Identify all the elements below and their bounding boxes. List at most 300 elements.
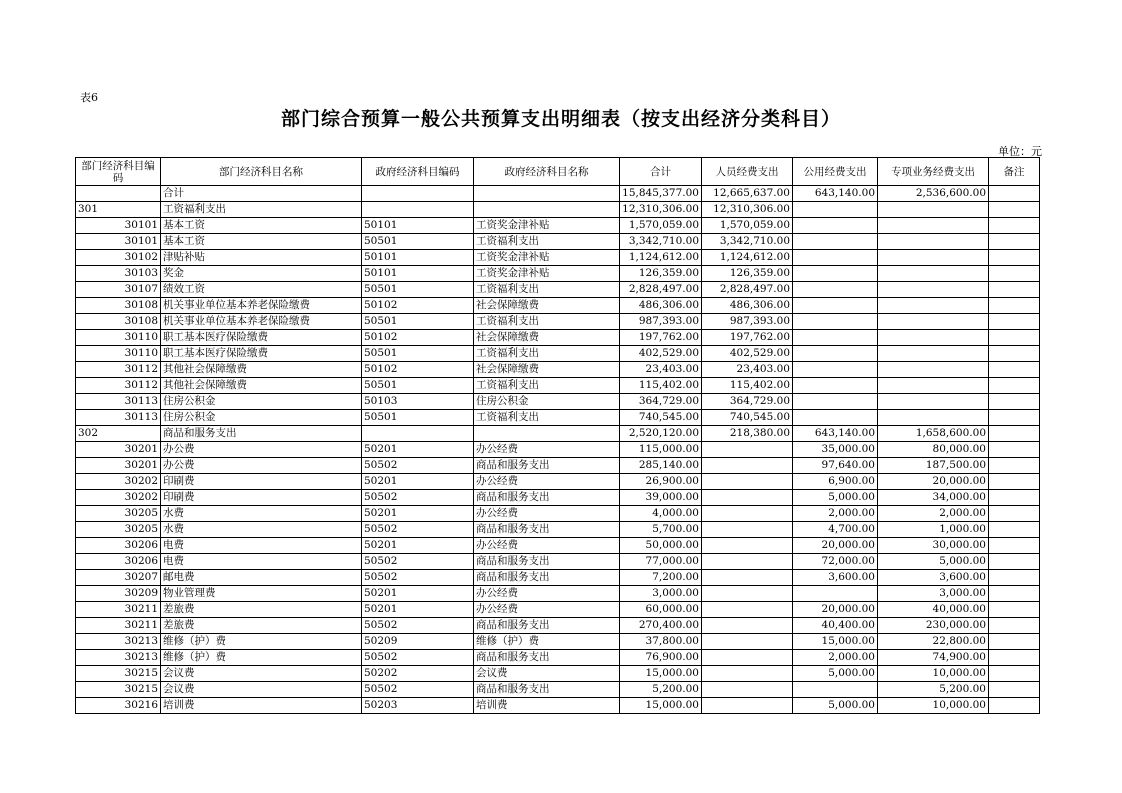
cell-dept-name: 办公费	[161, 442, 362, 458]
cell-special	[878, 282, 989, 298]
cell-dept-name: 机关事业单位基本养老保险缴费	[161, 314, 362, 330]
table-row	[76, 362, 1040, 378]
cell-gov-name: 会议费	[474, 666, 620, 682]
cell-dept-name: 电费	[161, 554, 362, 570]
cell-gov-code: 50502	[362, 682, 474, 698]
cell-total: 50,000.00	[620, 538, 702, 554]
table-row	[76, 394, 1040, 410]
cell-personnel	[702, 634, 793, 650]
cell-gov-name: 商品和服务支出	[474, 650, 620, 666]
cell-total: 3,000.00	[620, 586, 702, 602]
header-gov-code: 政府经济科目编码	[362, 158, 474, 186]
cell-total: 740,545.00	[620, 410, 702, 426]
cell-dept-name: 维修（护）费	[161, 650, 362, 666]
table-row	[76, 538, 1040, 554]
cell-gov-code: 50201	[362, 538, 474, 554]
cell-public	[793, 362, 878, 378]
cell-personnel: 740,545.00	[702, 410, 793, 426]
cell-dept-name: 奖金	[161, 266, 362, 282]
cell-total: 1,570,059.00	[620, 218, 702, 234]
cell-total: 2,520,120.00	[620, 426, 702, 442]
unit-label: 单位：元	[998, 145, 1042, 158]
cell-total: 115,000.00	[620, 442, 702, 458]
cell-gov-name: 商品和服务支出	[474, 554, 620, 570]
cell-note	[989, 442, 1040, 458]
cell-gov-code: 50501	[362, 282, 474, 298]
cell-personnel	[702, 490, 793, 506]
cell-dept-code: 30205	[76, 522, 161, 538]
table-row	[76, 522, 1040, 538]
cell-dept-code: 30102	[76, 250, 161, 266]
cell-gov-name	[474, 426, 620, 442]
cell-gov-code: 50101	[362, 250, 474, 266]
cell-dept-code: 30215	[76, 682, 161, 698]
cell-personnel: 12,665,637.00	[702, 186, 793, 202]
cell-special	[878, 202, 989, 218]
cell-gov-code: 50209	[362, 634, 474, 650]
cell-public: 15,000.00	[793, 634, 878, 650]
cell-note	[989, 634, 1040, 650]
cell-special	[878, 234, 989, 250]
cell-total: 37,800.00	[620, 634, 702, 650]
cell-public: 20,000.00	[793, 538, 878, 554]
cell-gov-name: 工资福利支出	[474, 346, 620, 362]
cell-dept-name: 工资福利支出	[161, 202, 362, 218]
cell-personnel	[702, 474, 793, 490]
cell-dept-name: 印刷费	[161, 490, 362, 506]
cell-gov-name: 社会保障缴费	[474, 362, 620, 378]
header-special: 专项业务经费支出	[878, 158, 989, 186]
cell-note	[989, 698, 1040, 714]
cell-gov-name: 商品和服务支出	[474, 458, 620, 474]
cell-gov-name: 办公经费	[474, 506, 620, 522]
cell-gov-code: 50501	[362, 378, 474, 394]
cell-special	[878, 394, 989, 410]
cell-special	[878, 330, 989, 346]
cell-gov-code: 50502	[362, 554, 474, 570]
cell-dept-code: 30202	[76, 474, 161, 490]
cell-gov-code: 50502	[362, 650, 474, 666]
cell-gov-name: 维修（护）费	[474, 634, 620, 650]
cell-note	[989, 426, 1040, 442]
table-row	[76, 634, 1040, 650]
cell-note	[989, 666, 1040, 682]
cell-special: 22,800.00	[878, 634, 989, 650]
cell-personnel	[702, 506, 793, 522]
header-public: 公用经费支出	[793, 158, 878, 186]
cell-gov-code: 50501	[362, 346, 474, 362]
cell-dept-code: 30112	[76, 378, 161, 394]
cell-public: 5,000.00	[793, 666, 878, 682]
cell-dept-code: 30108	[76, 314, 161, 330]
cell-public	[793, 346, 878, 362]
page-title: 部门综合预算一般公共预算支出明细表（按支出经济分类科目）	[280, 108, 841, 130]
cell-special	[878, 266, 989, 282]
cell-dept-code: 30211	[76, 602, 161, 618]
cell-dept-name: 水费	[161, 522, 362, 538]
cell-total: 76,900.00	[620, 650, 702, 666]
cell-dept-code: 30213	[76, 634, 161, 650]
cell-special: 10,000.00	[878, 666, 989, 682]
cell-gov-code: 50502	[362, 458, 474, 474]
cell-gov-name: 办公经费	[474, 602, 620, 618]
cell-dept-code: 30107	[76, 282, 161, 298]
cell-gov-name: 工资福利支出	[474, 234, 620, 250]
cell-special	[878, 362, 989, 378]
cell-personnel: 364,729.00	[702, 394, 793, 410]
cell-total: 15,000.00	[620, 698, 702, 714]
cell-dept-code	[76, 186, 161, 202]
cell-dept-code: 30201	[76, 442, 161, 458]
cell-personnel	[702, 650, 793, 666]
cell-public	[793, 410, 878, 426]
cell-dept-code: 30207	[76, 570, 161, 586]
table-row	[76, 682, 1040, 698]
table-row	[76, 570, 1040, 586]
cell-gov-name: 商品和服务支出	[474, 682, 620, 698]
table-row	[76, 666, 1040, 682]
table-row	[76, 650, 1040, 666]
cell-gov-name: 商品和服务支出	[474, 618, 620, 634]
cell-gov-code: 50502	[362, 618, 474, 634]
cell-total: 115,402.00	[620, 378, 702, 394]
cell-public: 6,900.00	[793, 474, 878, 490]
cell-personnel: 987,393.00	[702, 314, 793, 330]
cell-dept-code: 30215	[76, 666, 161, 682]
cell-special	[878, 218, 989, 234]
cell-dept-name: 维修（护）费	[161, 634, 362, 650]
cell-dept-code: 30216	[76, 698, 161, 714]
cell-personnel: 402,529.00	[702, 346, 793, 362]
cell-gov-name: 工资奖金津补贴	[474, 218, 620, 234]
cell-gov-code	[362, 202, 474, 218]
cell-gov-name: 办公经费	[474, 538, 620, 554]
cell-public: 5,000.00	[793, 698, 878, 714]
table-row	[76, 618, 1040, 634]
cell-special	[878, 298, 989, 314]
cell-gov-code: 50103	[362, 394, 474, 410]
cell-gov-code: 50201	[362, 506, 474, 522]
cell-gov-name: 住房公积金	[474, 394, 620, 410]
cell-dept-name: 物业管理费	[161, 586, 362, 602]
cell-dept-code: 30110	[76, 330, 161, 346]
cell-personnel: 486,306.00	[702, 298, 793, 314]
cell-special: 187,500.00	[878, 458, 989, 474]
cell-personnel	[702, 554, 793, 570]
cell-public	[793, 682, 878, 698]
cell-gov-code: 50202	[362, 666, 474, 682]
cell-dept-code: 30211	[76, 618, 161, 634]
cell-gov-code: 50203	[362, 698, 474, 714]
cell-dept-name: 电费	[161, 538, 362, 554]
cell-special: 1,000.00	[878, 522, 989, 538]
cell-dept-name: 职工基本医疗保险缴费	[161, 346, 362, 362]
cell-special	[878, 314, 989, 330]
cell-gov-name	[474, 202, 620, 218]
cell-gov-code: 50101	[362, 266, 474, 282]
cell-public	[793, 282, 878, 298]
cell-gov-name: 办公经费	[474, 586, 620, 602]
cell-dept-name: 商品和服务支出	[161, 426, 362, 442]
table-row	[76, 266, 1040, 282]
cell-note	[989, 250, 1040, 266]
cell-total: 3,342,710.00	[620, 234, 702, 250]
cell-total: 60,000.00	[620, 602, 702, 618]
cell-dept-code: 301	[76, 202, 161, 218]
cell-note	[989, 394, 1040, 410]
table-row	[76, 314, 1040, 330]
cell-total: 197,762.00	[620, 330, 702, 346]
cell-personnel	[702, 458, 793, 474]
cell-dept-code: 30101	[76, 234, 161, 250]
cell-public: 643,140.00	[793, 426, 878, 442]
cell-gov-code: 50201	[362, 602, 474, 618]
cell-gov-code: 50201	[362, 586, 474, 602]
cell-personnel	[702, 442, 793, 458]
table-row	[76, 474, 1040, 490]
cell-dept-name: 办公费	[161, 458, 362, 474]
cell-total: 7,200.00	[620, 570, 702, 586]
cell-total: 2,828,497.00	[620, 282, 702, 298]
cell-dept-name: 机关事业单位基本养老保险缴费	[161, 298, 362, 314]
cell-special	[878, 410, 989, 426]
cell-gov-code: 50201	[362, 442, 474, 458]
cell-total: 364,729.00	[620, 394, 702, 410]
cell-gov-name: 工资奖金津补贴	[474, 250, 620, 266]
cell-note	[989, 202, 1040, 218]
cell-dept-code: 30110	[76, 346, 161, 362]
cell-dept-code: 30112	[76, 362, 161, 378]
table-row	[76, 202, 1040, 218]
cell-special	[878, 250, 989, 266]
cell-gov-code: 50102	[362, 330, 474, 346]
cell-public	[793, 218, 878, 234]
cell-gov-name: 工资福利支出	[474, 410, 620, 426]
header-note: 备注	[989, 158, 1040, 186]
cell-dept-name: 差旅费	[161, 618, 362, 634]
cell-note	[989, 314, 1040, 330]
cell-special	[878, 378, 989, 394]
table-row	[76, 602, 1040, 618]
table-row	[76, 554, 1040, 570]
cell-public	[793, 378, 878, 394]
cell-gov-code: 50502	[362, 570, 474, 586]
cell-note	[989, 586, 1040, 602]
cell-gov-name: 工资福利支出	[474, 314, 620, 330]
cell-public: 5,000.00	[793, 490, 878, 506]
cell-dept-name: 水费	[161, 506, 362, 522]
cell-special: 80,000.00	[878, 442, 989, 458]
cell-special: 40,000.00	[878, 602, 989, 618]
table-row	[76, 234, 1040, 250]
cell-public: 97,640.00	[793, 458, 878, 474]
cell-note	[989, 506, 1040, 522]
cell-note	[989, 538, 1040, 554]
table-row	[76, 442, 1040, 458]
cell-public: 20,000.00	[793, 602, 878, 618]
cell-gov-name: 商品和服务支出	[474, 522, 620, 538]
table-row	[76, 298, 1040, 314]
cell-total: 1,124,612.00	[620, 250, 702, 266]
cell-gov-code: 50502	[362, 522, 474, 538]
header-gov-name: 政府经济科目名称	[474, 158, 620, 186]
cell-special: 34,000.00	[878, 490, 989, 506]
cell-dept-code: 30213	[76, 650, 161, 666]
cell-dept-name: 住房公积金	[161, 410, 362, 426]
cell-public	[793, 394, 878, 410]
cell-public: 4,700.00	[793, 522, 878, 538]
cell-total: 23,403.00	[620, 362, 702, 378]
table-row	[76, 282, 1040, 298]
cell-dept-name: 培训费	[161, 698, 362, 714]
cell-special: 3,600.00	[878, 570, 989, 586]
cell-gov-name: 办公经费	[474, 474, 620, 490]
cell-note	[989, 234, 1040, 250]
cell-gov-name: 办公经费	[474, 442, 620, 458]
table-row	[76, 586, 1040, 602]
cell-dept-name: 印刷费	[161, 474, 362, 490]
cell-gov-name: 培训费	[474, 698, 620, 714]
cell-dept-name: 其他社会保障缴费	[161, 362, 362, 378]
header-total: 合计	[620, 158, 702, 186]
cell-gov-name	[474, 186, 620, 202]
cell-personnel	[702, 682, 793, 698]
cell-note	[989, 266, 1040, 282]
cell-total: 285,140.00	[620, 458, 702, 474]
cell-public	[793, 330, 878, 346]
cell-note	[989, 554, 1040, 570]
cell-dept-name: 职工基本医疗保险缴费	[161, 330, 362, 346]
cell-note	[989, 474, 1040, 490]
cell-dept-code: 30108	[76, 298, 161, 314]
cell-personnel	[702, 538, 793, 554]
cell-special: 5,200.00	[878, 682, 989, 698]
cell-personnel	[702, 698, 793, 714]
cell-gov-name: 社会保障缴费	[474, 330, 620, 346]
cell-special: 30,000.00	[878, 538, 989, 554]
cell-public	[793, 202, 878, 218]
cell-total: 402,529.00	[620, 346, 702, 362]
table-row	[76, 250, 1040, 266]
table-row	[76, 458, 1040, 474]
cell-note	[989, 522, 1040, 538]
cell-note	[989, 570, 1040, 586]
cell-personnel	[702, 618, 793, 634]
cell-special: 3,000.00	[878, 586, 989, 602]
cell-special: 2,000.00	[878, 506, 989, 522]
cell-total: 126,359.00	[620, 266, 702, 282]
cell-gov-name: 工资福利支出	[474, 378, 620, 394]
cell-gov-code: 50102	[362, 362, 474, 378]
cell-dept-code: 30206	[76, 554, 161, 570]
cell-total: 12,310,306.00	[620, 202, 702, 218]
cell-special: 74,900.00	[878, 650, 989, 666]
cell-gov-code: 50101	[362, 218, 474, 234]
cell-total: 15,845,377.00	[620, 186, 702, 202]
cell-dept-code: 30103	[76, 266, 161, 282]
table-row	[76, 378, 1040, 394]
budget-table	[75, 157, 1040, 714]
cell-special: 5,000.00	[878, 554, 989, 570]
table-row	[76, 346, 1040, 362]
table-number: 表6	[80, 91, 98, 104]
cell-note	[989, 330, 1040, 346]
cell-total: 77,000.00	[620, 554, 702, 570]
cell-special: 1,658,600.00	[878, 426, 989, 442]
cell-dept-code: 30113	[76, 394, 161, 410]
cell-public: 72,000.00	[793, 554, 878, 570]
cell-personnel: 126,359.00	[702, 266, 793, 282]
cell-total: 5,200.00	[620, 682, 702, 698]
cell-gov-name: 社会保障缴费	[474, 298, 620, 314]
cell-dept-code: 30201	[76, 458, 161, 474]
cell-personnel	[702, 570, 793, 586]
cell-personnel	[702, 522, 793, 538]
cell-total: 5,700.00	[620, 522, 702, 538]
cell-personnel: 1,124,612.00	[702, 250, 793, 266]
cell-personnel: 12,310,306.00	[702, 202, 793, 218]
table-row	[76, 698, 1040, 714]
cell-dept-code: 30101	[76, 218, 161, 234]
cell-dept-name: 基本工资	[161, 234, 362, 250]
cell-note	[989, 378, 1040, 394]
cell-public	[793, 250, 878, 266]
cell-personnel	[702, 602, 793, 618]
cell-note	[989, 218, 1040, 234]
cell-public	[793, 234, 878, 250]
cell-personnel	[702, 586, 793, 602]
cell-special: 2,536,600.00	[878, 186, 989, 202]
cell-personnel: 2,828,497.00	[702, 282, 793, 298]
cell-public: 40,400.00	[793, 618, 878, 634]
table-row	[76, 506, 1040, 522]
cell-note	[989, 490, 1040, 506]
cell-public	[793, 586, 878, 602]
cell-gov-code: 50502	[362, 490, 474, 506]
cell-dept-name: 会议费	[161, 682, 362, 698]
cell-personnel: 218,380.00	[702, 426, 793, 442]
cell-personnel: 1,570,059.00	[702, 218, 793, 234]
cell-special: 10,000.00	[878, 698, 989, 714]
cell-total: 15,000.00	[620, 666, 702, 682]
cell-total: 39,000.00	[620, 490, 702, 506]
cell-total: 486,306.00	[620, 298, 702, 314]
cell-special: 20,000.00	[878, 474, 989, 490]
cell-gov-code: 50501	[362, 234, 474, 250]
cell-special: 230,000.00	[878, 618, 989, 634]
cell-gov-name: 商品和服务支出	[474, 570, 620, 586]
cell-public: 3,600.00	[793, 570, 878, 586]
cell-note	[989, 346, 1040, 362]
cell-dept-name: 会议费	[161, 666, 362, 682]
cell-note	[989, 282, 1040, 298]
table-row	[76, 490, 1040, 506]
cell-total: 270,400.00	[620, 618, 702, 634]
cell-dept-code: 30209	[76, 586, 161, 602]
cell-special	[878, 346, 989, 362]
cell-personnel: 3,342,710.00	[702, 234, 793, 250]
cell-gov-code: 50501	[362, 410, 474, 426]
cell-public	[793, 314, 878, 330]
cell-dept-name: 绩效工资	[161, 282, 362, 298]
header-dept-name: 部门经济科目名称	[161, 158, 362, 186]
cell-gov-name: 工资福利支出	[474, 282, 620, 298]
cell-total: 987,393.00	[620, 314, 702, 330]
cell-gov-code	[362, 426, 474, 442]
cell-dept-name: 合计	[161, 186, 362, 202]
cell-dept-name: 邮电费	[161, 570, 362, 586]
table-row	[76, 218, 1040, 234]
